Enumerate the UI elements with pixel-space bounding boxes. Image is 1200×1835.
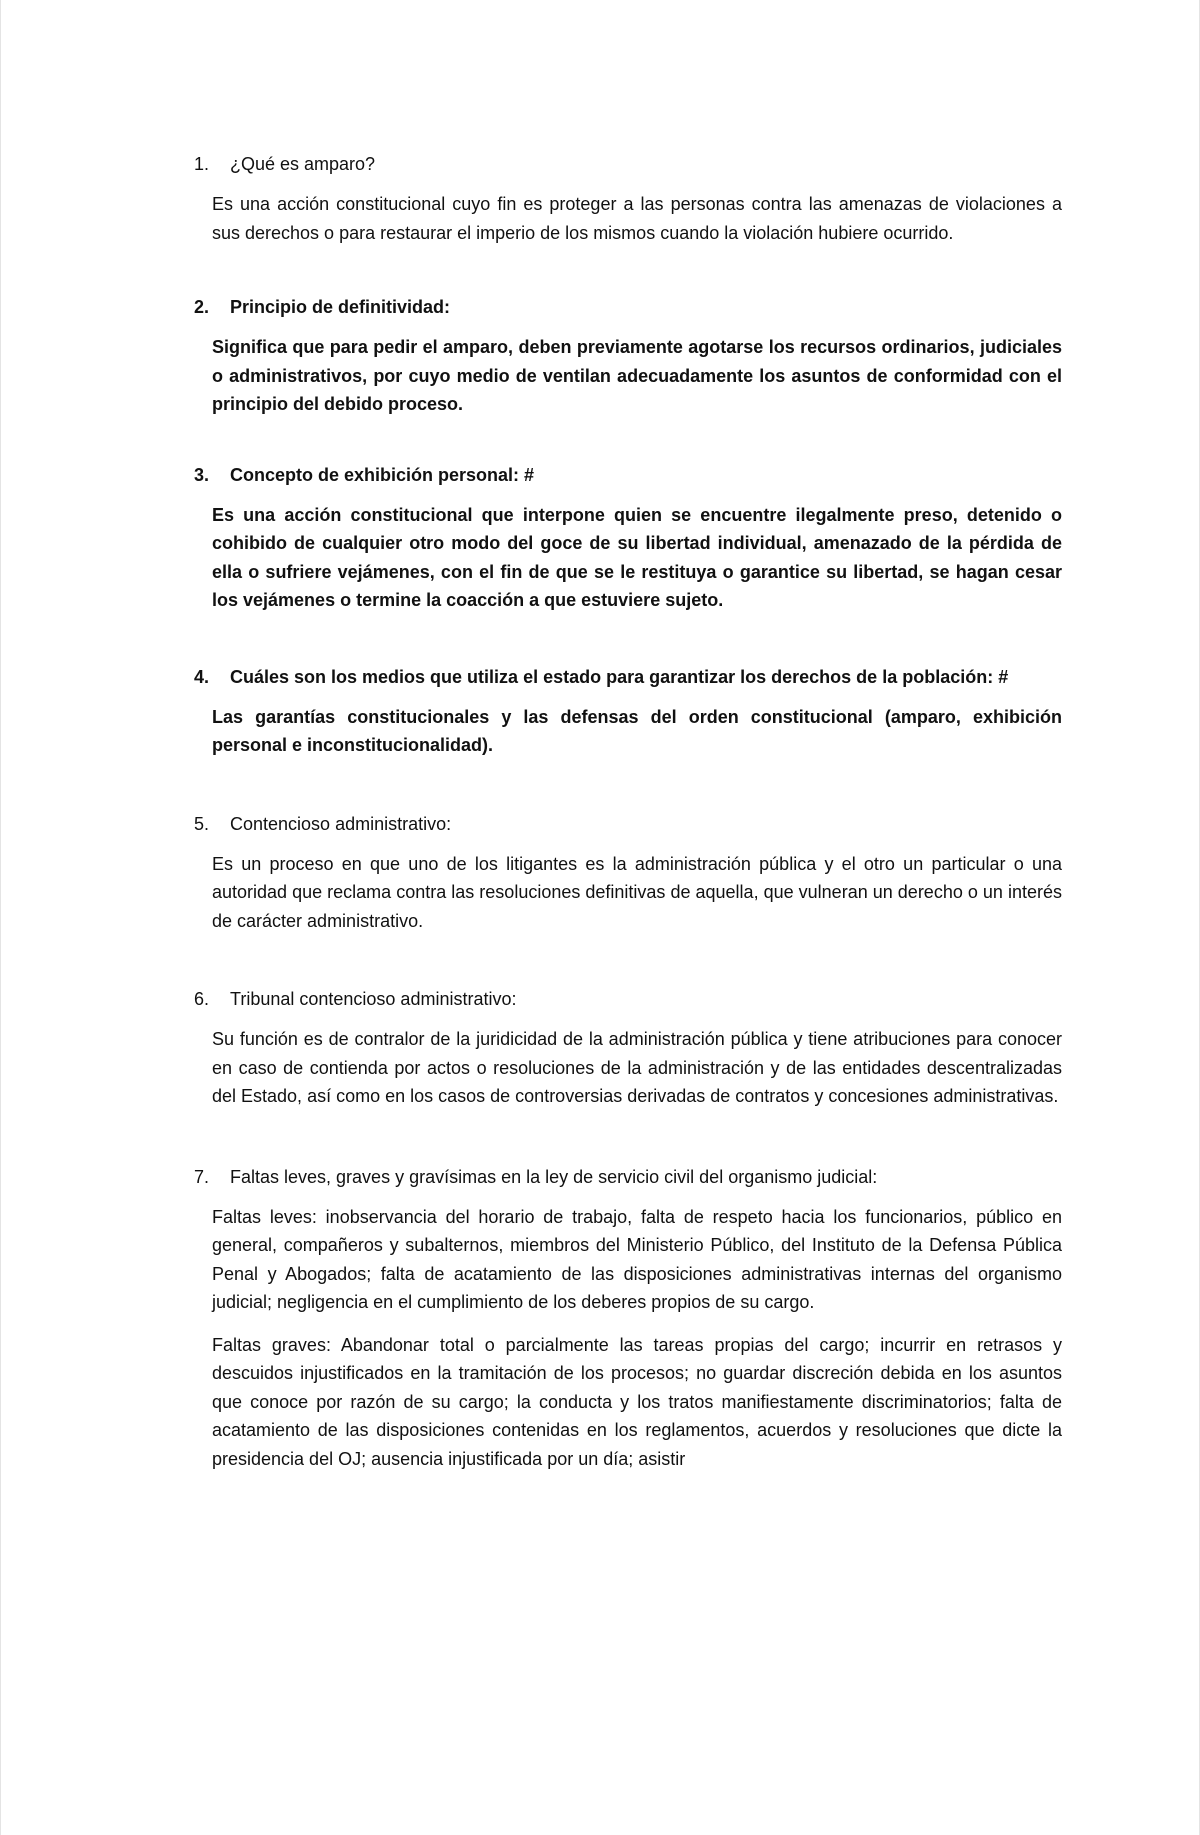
item-title: ¿Qué es amparo? [230,154,376,174]
item-heading [194,987,1062,1011]
list-item [194,812,1062,936]
item-title: Principio de definitividad: [230,297,451,317]
item-title: Faltas leves, graves y gravísimas en la ley de servicio civil del organismo judicial: [230,1166,878,1187]
item-title: Tribunal contencioso administrativo: [230,989,517,1009]
item-heading [194,463,1062,487]
list-item [194,152,1062,247]
item-number: 3. [194,464,210,485]
item-paragraph: Es una acción constitucional que interpone quien se encuentre ilegalmente preso, detenido o cohibido de cualquier otro modo del goce de su libertad individual, amenazado de la pérdida de ella o sufriere vejámenes, con el fin de que se le restituya o garantice su libertad, se hagan cesar los vejámenes o termine la coacción a que estuviere sujeto. [212,504,1062,610]
item-title: Concepto de exhibición personal: # [230,464,535,485]
document-content [194,152,1062,1487]
item-paragraph: Es un proceso en que uno de los litigantes es la administración pública y el otro un particular o una autoridad que reclama contra las resoluciones definitivas de aquella, que vulneran un derecho o un interés de carácter administrativo. [212,853,1062,931]
item-title: Contencioso administrativo: [230,813,452,834]
list-item [194,987,1062,1111]
item-number: 1. [194,154,210,174]
item-paragraph: Su función es de contralor de la juridicidad de la administración pública y tiene atribuciones para conocer en caso de contienda por actos o resoluciones de la administración y de las entidades descentralizadas del Estado, así como en los casos de controversias derivadas de contratos y concesiones administrativas. [212,1029,1062,1106]
item-heading [194,665,1062,689]
item-paragraph: Significa que para pedir el amparo, deben previamente agotarse los recursos ordinarios, judiciales o administrativos, por cuyo medio de ventilan adecuadamente los asuntos de conformidad con el principio del debido proceso. [212,337,1062,414]
item-paragraph: Es una acción constitucional cuyo fin es proteger a las personas contra las amenazas de violaciones a sus derechos o para restaurar el imperio de los mismos cuando la violación hubiere ocurrido. [212,194,1062,243]
item-heading [194,152,1062,176]
list-item [194,295,1062,419]
item-heading [194,1165,1062,1189]
list-item [194,1165,1062,1474]
item-heading [194,295,1062,319]
list-item [194,463,1062,615]
item-heading [194,812,1062,836]
item-paragraph: Las garantías constitucionales y las defensas del orden constitucional (amparo, exhibición personal e inconstitucionalidad). [212,706,1062,755]
item-number: 4. [194,666,210,687]
item-number: 6. [194,989,210,1009]
item-number: 5. [194,813,210,834]
item-title: Cuáles son los medios que utiliza el estado para garantizar los derechos de la población: # [230,666,1009,687]
item-paragraph: Faltas leves: inobservancia del horario de trabajo, falta de respeto hacia los funcionarios, público en general, compañeros y subalternos, miembros del Ministerio Público, del Instituto de la Defensa Pública Penal y Abogados; falta de acatamiento de las disposiciones administrativas internas del organismo judicial; negligencia en el cumplimiento de los deberes propios de su cargo. [212,1206,1062,1312]
item-number: 7. [194,1166,210,1187]
item-number: 2. [194,297,210,317]
item-paragraph: Faltas graves: Abandonar total o parcialmente las tareas propias del cargo; incurrir en retrasos y descuidos injustificados en la tramitación de los procesos; no guardar discreción debida en los asuntos que conoce por razón de su cargo; la conducta y los tratos manifiestamente discriminatorios; falta de acatamiento de las disposiciones contenidas en los reglamentos, acuerdos y resoluciones que dicte la presidencia del OJ; ausencia injustificada por un día; asistir [212,1334,1062,1469]
list-item [194,665,1062,760]
